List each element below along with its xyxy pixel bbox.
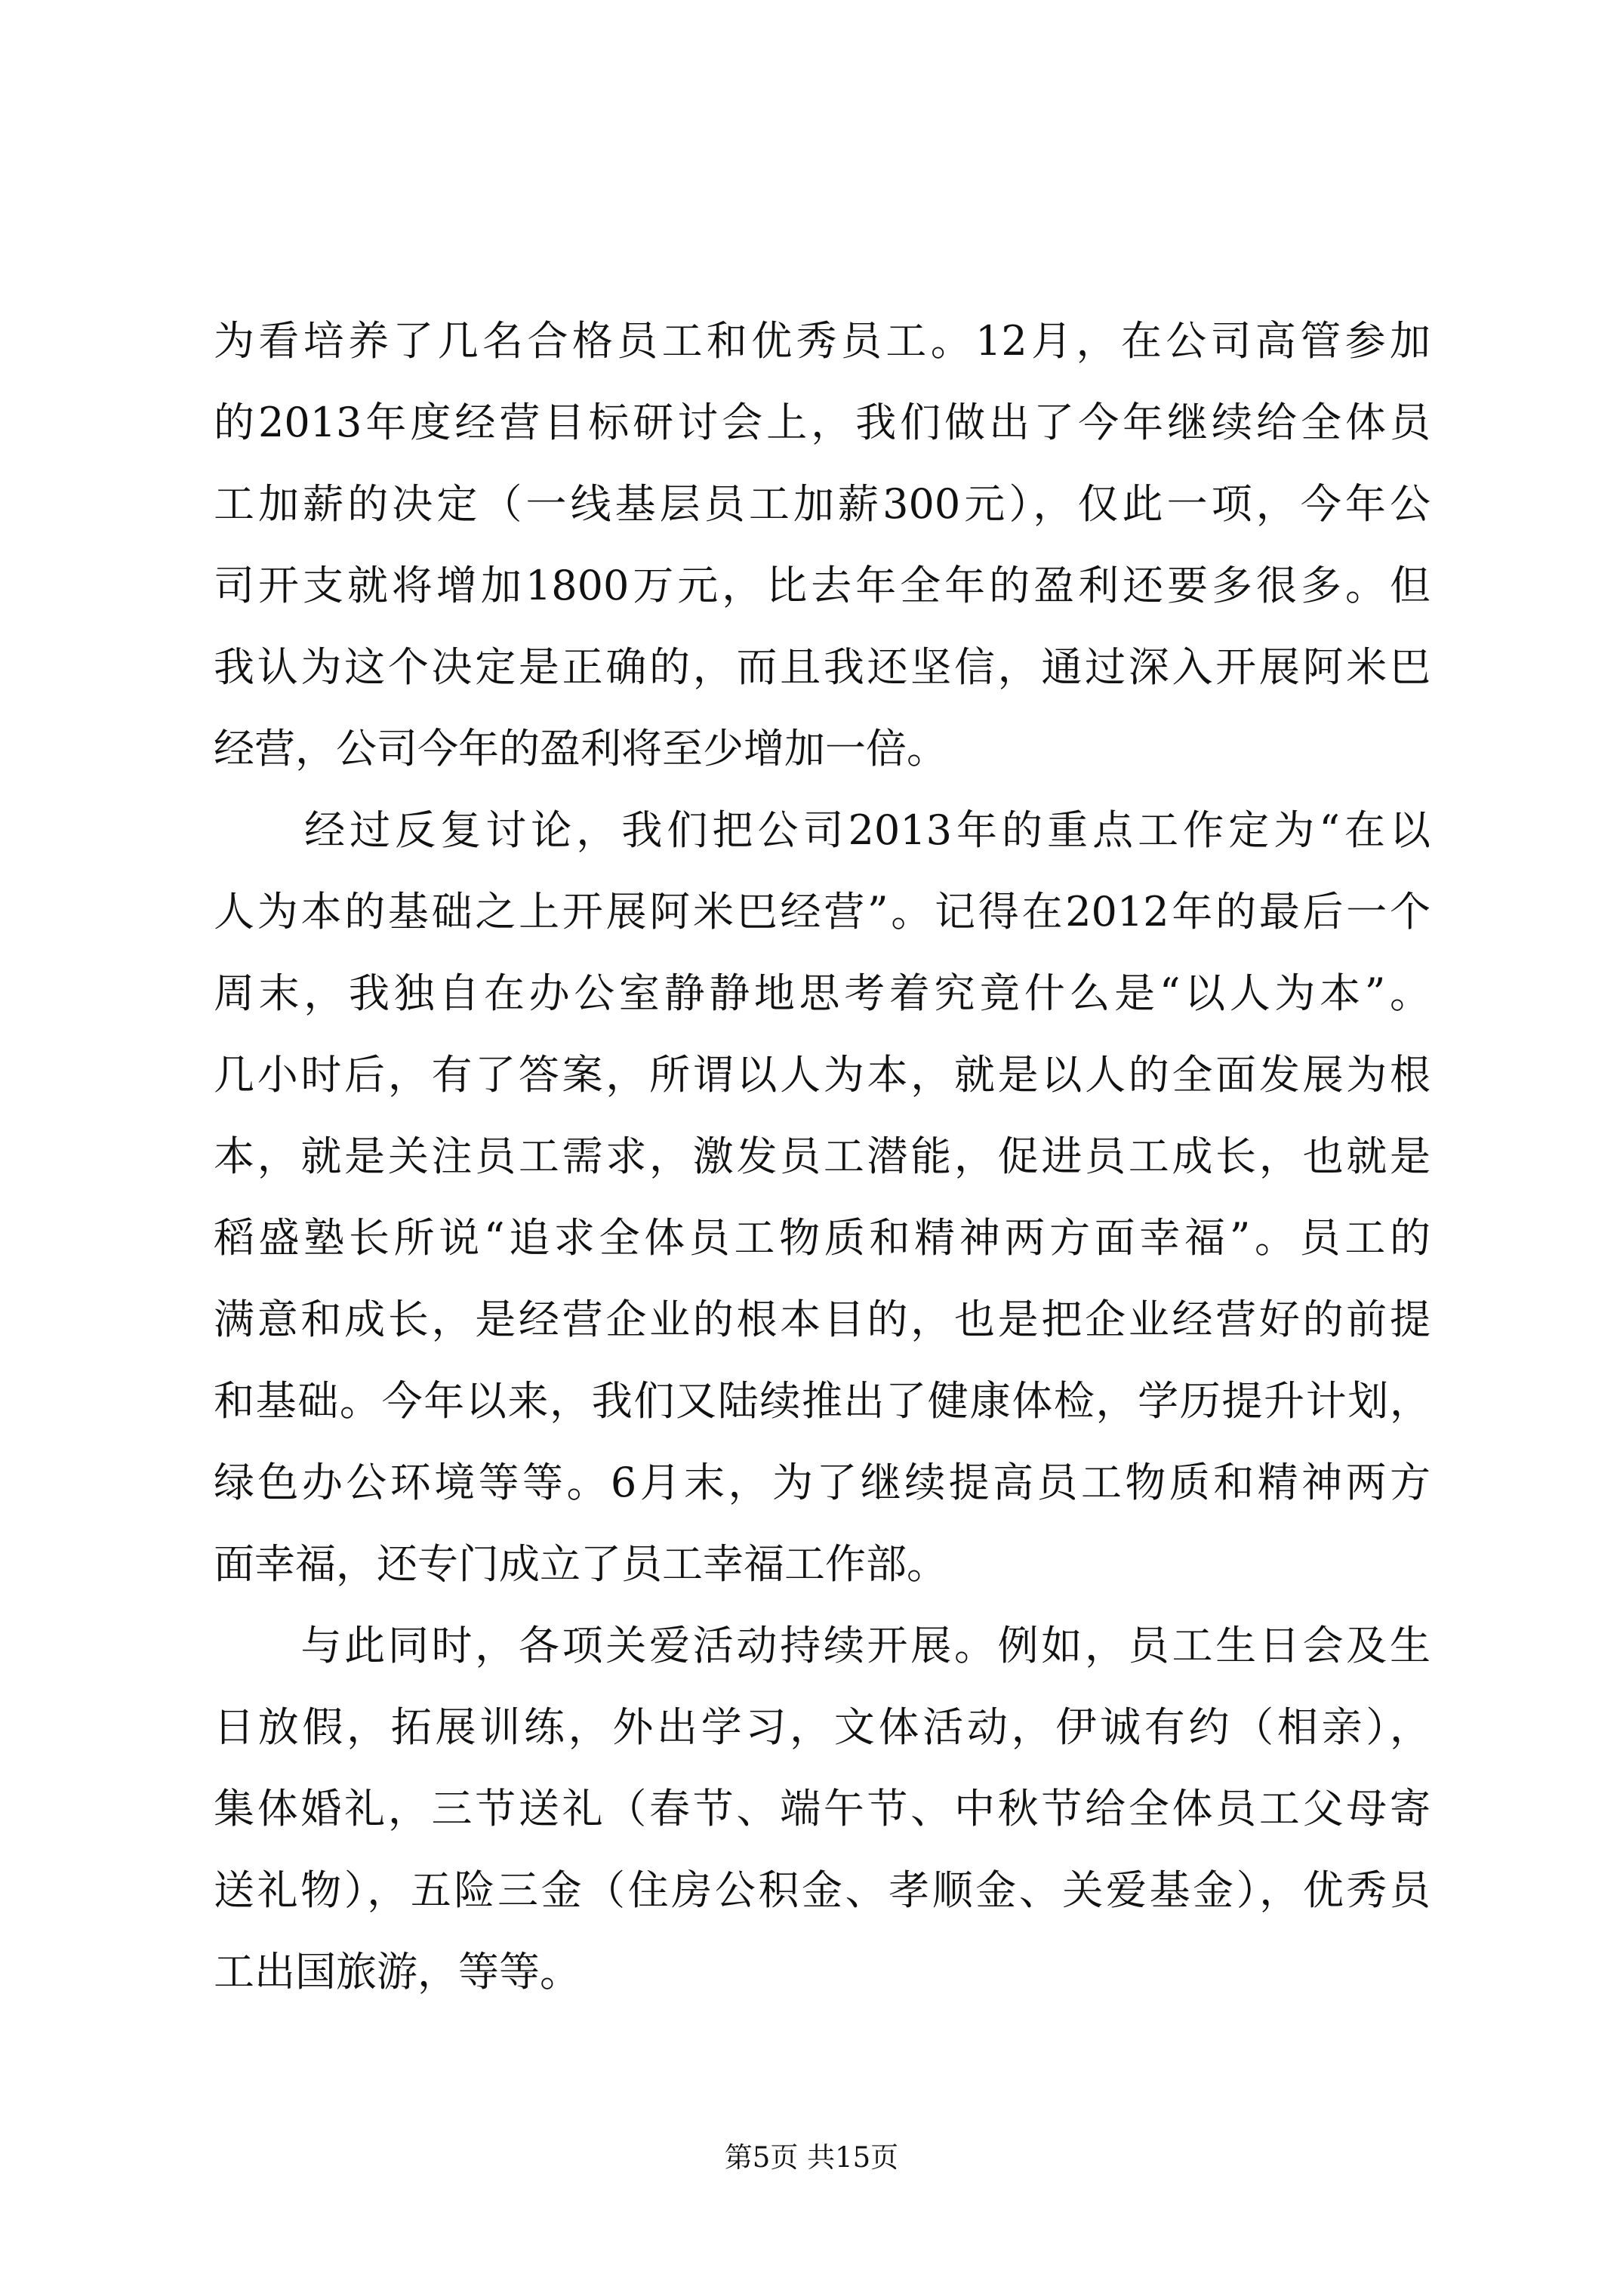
text-line: 司开支就将增加1800万元，比去年全年的盈利还要多很多。但 — [214, 562, 1431, 609]
text-line: 绿色办公环境等等。6月末，为了继续提高员工物质和精神两方 — [214, 1459, 1431, 1506]
text-line: 工出国旅游，等等。 — [214, 1948, 581, 1996]
text-line: 满意和成长，是经营企业的根本目的，也是把企业经营好的前提 — [214, 1296, 1431, 1343]
text-line: 送礼物），五险三金（住房公积金、孝顺金、关爱基金），优秀员 — [214, 1866, 1431, 1914]
text-line: 人为本的基础之上开展阿米巴经营”。记得在2012年的最后一个 — [214, 888, 1431, 935]
text-line: 稻盛塾长所说“追求全体员工物质和精神两方面幸福”。员工的 — [214, 1214, 1431, 1262]
text-line: 面幸福，还专门成立了员工幸福工作部。 — [214, 1540, 947, 1588]
body-text — [214, 300, 1431, 2013]
text-line: 周末，我独自在办公室静静地思考着究竟什么是“以人为本”。 — [214, 969, 1431, 1017]
page-number-footer: 第5页 共15页 — [724, 2141, 899, 2174]
text-line: 经过反复讨论，我们把公司2013年的重点工作定为“在以 — [214, 806, 1431, 854]
text-line: 日放假，拓展训练，外出学习，文体活动，伊诚有约（相亲）， — [214, 1703, 1431, 1751]
text-line: 为看培养了几名合格员工和优秀员工。12月，在公司高管参加 — [214, 317, 1431, 365]
text-line: 的2013年度经营目标研讨会上，我们做出了今年继续给全体员 — [214, 399, 1431, 446]
text-line: 与此同时，各项关爱活动持续开展。例如，员工生日会及生 — [214, 1622, 1431, 1669]
text-line: 我认为这个决定是正确的，而且我还坚信，通过深入开展阿米巴 — [214, 643, 1431, 691]
text-line: 和基础。今年以来，我们又陆续推出了健康体检，学历提升计划， — [214, 1377, 1431, 1425]
text-line: 本，就是关注员工需求，激发员工潜能，促进员工成长，也就是 — [214, 1133, 1431, 1180]
text-line: 工加薪的决定（一线基层员工加薪300元），仅此一项，今年公 — [214, 480, 1431, 528]
text-line: 几小时后，有了答案，所谓以人为本，就是以人的全面发展为根 — [214, 1051, 1431, 1099]
text-line: 集体婚礼，三节送礼（春节、端午节、中秋节给全体员工父母寄 — [214, 1785, 1431, 1832]
text-line: 经营，公司今年的盈利将至少增加一倍。 — [214, 725, 947, 772]
